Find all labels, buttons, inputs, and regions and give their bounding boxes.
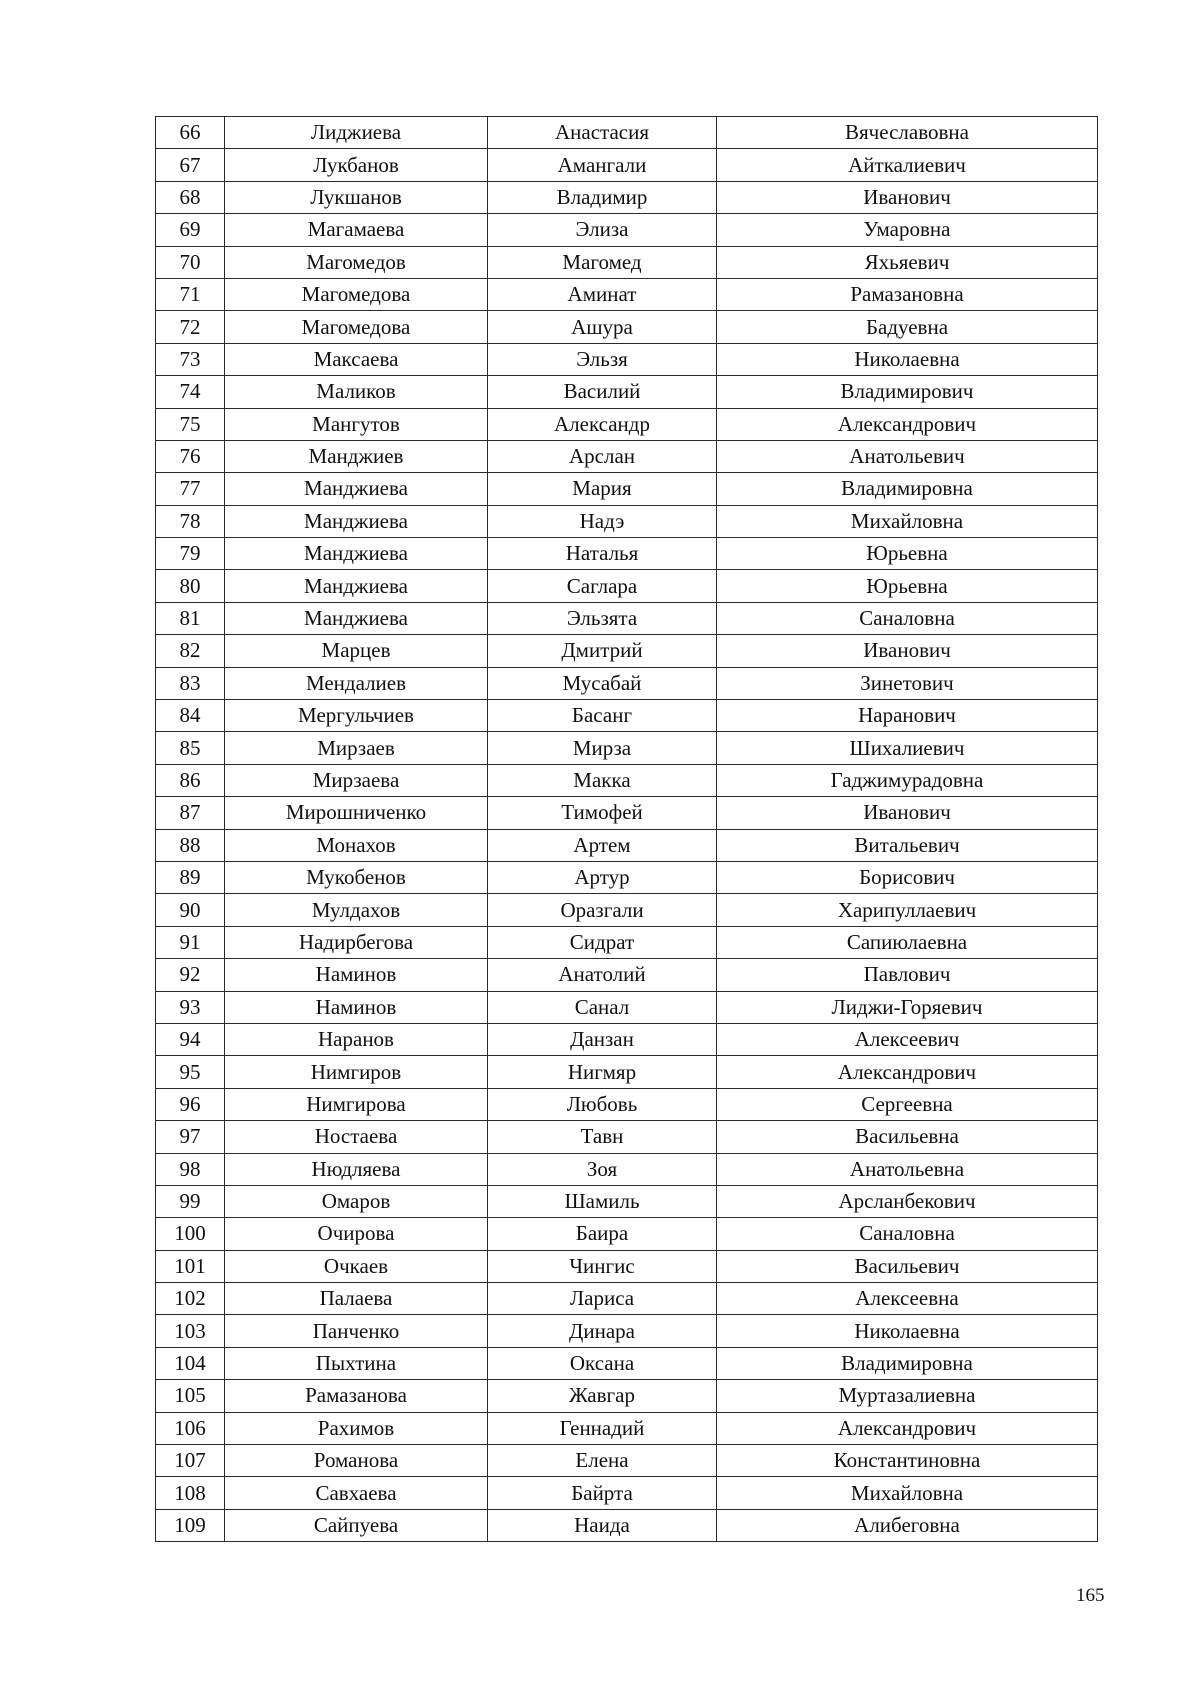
last-name-cell: Магомедова: [225, 278, 488, 310]
last-name-cell: Мергульчиев: [225, 700, 488, 732]
patronymic-cell: Юрьевна: [717, 570, 1098, 602]
last-name-cell: Мирошниченко: [225, 797, 488, 829]
row-number-cell: 109: [156, 1509, 225, 1541]
table-row: [156, 1315, 1098, 1347]
table-row: [156, 181, 1098, 213]
first-name-cell: Мария: [488, 473, 717, 505]
row-number-cell: 85: [156, 732, 225, 764]
patronymic-cell: Саналовна: [717, 1218, 1098, 1250]
last-name-cell: Манджиева: [225, 538, 488, 570]
first-name-cell: Макка: [488, 764, 717, 796]
table-row: [156, 667, 1098, 699]
last-name-cell: Мирзаев: [225, 732, 488, 764]
table-row: [156, 117, 1098, 149]
table-row: [156, 149, 1098, 181]
first-name-cell: Артем: [488, 829, 717, 861]
last-name-cell: Магамаева: [225, 214, 488, 246]
patronymic-cell: Александрович: [717, 1056, 1098, 1088]
patronymic-cell: Рамазановна: [717, 278, 1098, 310]
first-name-cell: Геннадий: [488, 1412, 717, 1444]
last-name-cell: Лукшанов: [225, 181, 488, 213]
table-row: [156, 343, 1098, 375]
patronymic-cell: Борисович: [717, 861, 1098, 893]
patronymic-cell: Харипуллаевич: [717, 894, 1098, 926]
first-name-cell: Анатолий: [488, 959, 717, 991]
last-name-cell: Манджиева: [225, 570, 488, 602]
table-row: [156, 408, 1098, 440]
table-row: [156, 1283, 1098, 1315]
patronymic-cell: Юрьевна: [717, 538, 1098, 570]
patronymic-cell: Константиновна: [717, 1445, 1098, 1477]
row-number-cell: 101: [156, 1250, 225, 1282]
last-name-cell: Манджиева: [225, 505, 488, 537]
first-name-cell: Баира: [488, 1218, 717, 1250]
patronymic-cell: Михайловна: [717, 505, 1098, 537]
patronymic-cell: Николаевна: [717, 343, 1098, 375]
patronymic-cell: Наранович: [717, 700, 1098, 732]
row-number-cell: 69: [156, 214, 225, 246]
first-name-cell: Дмитрий: [488, 635, 717, 667]
roster-table-body: [156, 117, 1098, 1542]
patronymic-cell: Васильевна: [717, 1121, 1098, 1153]
patronymic-cell: Умаровна: [717, 214, 1098, 246]
last-name-cell: Палаева: [225, 1283, 488, 1315]
row-number-cell: 67: [156, 149, 225, 181]
first-name-cell: Магомед: [488, 246, 717, 278]
first-name-cell: Тимофей: [488, 797, 717, 829]
last-name-cell: Надирбегова: [225, 926, 488, 958]
first-name-cell: Надэ: [488, 505, 717, 537]
table-row: [156, 1023, 1098, 1055]
last-name-cell: Марцев: [225, 635, 488, 667]
first-name-cell: Саглара: [488, 570, 717, 602]
row-number-cell: 98: [156, 1153, 225, 1185]
row-number-cell: 71: [156, 278, 225, 310]
last-name-cell: Максаева: [225, 343, 488, 375]
row-number-cell: 81: [156, 602, 225, 634]
table-row: [156, 1347, 1098, 1379]
first-name-cell: Арслан: [488, 440, 717, 472]
first-name-cell: Санал: [488, 991, 717, 1023]
row-number-cell: 94: [156, 1023, 225, 1055]
row-number-cell: 73: [156, 343, 225, 375]
table-row: [156, 1185, 1098, 1217]
patronymic-cell: Анатольевич: [717, 440, 1098, 472]
patronymic-cell: Владимирович: [717, 376, 1098, 408]
row-number-cell: 103: [156, 1315, 225, 1347]
first-name-cell: Наталья: [488, 538, 717, 570]
table-row: [156, 1153, 1098, 1185]
row-number-cell: 95: [156, 1056, 225, 1088]
patronymic-cell: Владимировна: [717, 1347, 1098, 1379]
row-number-cell: 70: [156, 246, 225, 278]
row-number-cell: 102: [156, 1283, 225, 1315]
table-row: [156, 376, 1098, 408]
row-number-cell: 79: [156, 538, 225, 570]
table-row: [156, 732, 1098, 764]
first-name-cell: Чингис: [488, 1250, 717, 1282]
first-name-cell: Любовь: [488, 1088, 717, 1120]
row-number-cell: 100: [156, 1218, 225, 1250]
row-number-cell: 82: [156, 635, 225, 667]
page-number: 165: [1076, 1585, 1105, 1606]
row-number-cell: 108: [156, 1477, 225, 1509]
first-name-cell: Анастасия: [488, 117, 717, 149]
table-row: [156, 214, 1098, 246]
patronymic-cell: Павлович: [717, 959, 1098, 991]
last-name-cell: Нимгирова: [225, 1088, 488, 1120]
last-name-cell: Очкаев: [225, 1250, 488, 1282]
patronymic-cell: Васильевич: [717, 1250, 1098, 1282]
patronymic-cell: Николаевна: [717, 1315, 1098, 1347]
patronymic-cell: Лиджи-Горяевич: [717, 991, 1098, 1023]
patronymic-cell: Александрович: [717, 408, 1098, 440]
first-name-cell: Зоя: [488, 1153, 717, 1185]
table-row: [156, 635, 1098, 667]
table-row: [156, 1218, 1098, 1250]
last-name-cell: Сайпуева: [225, 1509, 488, 1541]
first-name-cell: Эльзята: [488, 602, 717, 634]
first-name-cell: Сидрат: [488, 926, 717, 958]
last-name-cell: Монахов: [225, 829, 488, 861]
first-name-cell: Басанг: [488, 700, 717, 732]
patronymic-cell: Иванович: [717, 181, 1098, 213]
row-number-cell: 93: [156, 991, 225, 1023]
table-row: [156, 1445, 1098, 1477]
table-row: [156, 311, 1098, 343]
table-row: [156, 1121, 1098, 1153]
table-row: [156, 861, 1098, 893]
row-number-cell: 84: [156, 700, 225, 732]
patronymic-cell: Михайловна: [717, 1477, 1098, 1509]
first-name-cell: Лариса: [488, 1283, 717, 1315]
first-name-cell: Байрта: [488, 1477, 717, 1509]
table-row: [156, 829, 1098, 861]
patronymic-cell: Зинетович: [717, 667, 1098, 699]
last-name-cell: Манджиев: [225, 440, 488, 472]
first-name-cell: Эльзя: [488, 343, 717, 375]
last-name-cell: Мукобенов: [225, 861, 488, 893]
last-name-cell: Мендалиев: [225, 667, 488, 699]
table-row: [156, 894, 1098, 926]
table-row: [156, 538, 1098, 570]
row-number-cell: 96: [156, 1088, 225, 1120]
row-number-cell: 66: [156, 117, 225, 149]
table-row: [156, 1250, 1098, 1282]
table-row: [156, 1477, 1098, 1509]
patronymic-cell: Муртазалиевна: [717, 1380, 1098, 1412]
first-name-cell: Динара: [488, 1315, 717, 1347]
table-row: [156, 602, 1098, 634]
last-name-cell: Магомедова: [225, 311, 488, 343]
first-name-cell: Нигмяр: [488, 1056, 717, 1088]
patronymic-cell: Иванович: [717, 635, 1098, 667]
last-name-cell: Очирова: [225, 1218, 488, 1250]
last-name-cell: Наминов: [225, 991, 488, 1023]
table-row: [156, 1380, 1098, 1412]
patronymic-cell: Вячеславовна: [717, 117, 1098, 149]
row-number-cell: 86: [156, 764, 225, 796]
row-number-cell: 106: [156, 1412, 225, 1444]
table-row: [156, 1088, 1098, 1120]
patronymic-cell: Гаджимурадовна: [717, 764, 1098, 796]
first-name-cell: Артур: [488, 861, 717, 893]
table-row: [156, 991, 1098, 1023]
patronymic-cell: Бадуевна: [717, 311, 1098, 343]
last-name-cell: Наминов: [225, 959, 488, 991]
first-name-cell: Амангали: [488, 149, 717, 181]
patronymic-cell: Саналовна: [717, 602, 1098, 634]
patronymic-cell: Яхьяевич: [717, 246, 1098, 278]
last-name-cell: Пыхтина: [225, 1347, 488, 1379]
patronymic-cell: Шихалиевич: [717, 732, 1098, 764]
last-name-cell: Нюдляева: [225, 1153, 488, 1185]
row-number-cell: 76: [156, 440, 225, 472]
first-name-cell: Мусабай: [488, 667, 717, 699]
row-number-cell: 78: [156, 505, 225, 537]
first-name-cell: Елена: [488, 1445, 717, 1477]
first-name-cell: Александр: [488, 408, 717, 440]
row-number-cell: 68: [156, 181, 225, 213]
table-row: [156, 926, 1098, 958]
table-row: [156, 246, 1098, 278]
first-name-cell: Оксана: [488, 1347, 717, 1379]
table-row: [156, 473, 1098, 505]
first-name-cell: Тавн: [488, 1121, 717, 1153]
first-name-cell: Шамиль: [488, 1185, 717, 1217]
row-number-cell: 74: [156, 376, 225, 408]
row-number-cell: 92: [156, 959, 225, 991]
table-row: [156, 505, 1098, 537]
first-name-cell: Ашура: [488, 311, 717, 343]
row-number-cell: 105: [156, 1380, 225, 1412]
last-name-cell: Савхаева: [225, 1477, 488, 1509]
last-name-cell: Лиджиева: [225, 117, 488, 149]
table-row: [156, 278, 1098, 310]
first-name-cell: Наида: [488, 1509, 717, 1541]
row-number-cell: 88: [156, 829, 225, 861]
patronymic-cell: Алибеговна: [717, 1509, 1098, 1541]
patronymic-cell: Алексеевич: [717, 1023, 1098, 1055]
row-number-cell: 75: [156, 408, 225, 440]
patronymic-cell: Александрович: [717, 1412, 1098, 1444]
table-row: [156, 570, 1098, 602]
last-name-cell: Мангутов: [225, 408, 488, 440]
last-name-cell: Магомедов: [225, 246, 488, 278]
roster-table-wrapper: [155, 116, 1097, 1542]
first-name-cell: Аминат: [488, 278, 717, 310]
row-number-cell: 80: [156, 570, 225, 602]
last-name-cell: Манджиева: [225, 473, 488, 505]
last-name-cell: Омаров: [225, 1185, 488, 1217]
first-name-cell: Элиза: [488, 214, 717, 246]
patronymic-cell: Витальевич: [717, 829, 1098, 861]
table-row: [156, 764, 1098, 796]
row-number-cell: 99: [156, 1185, 225, 1217]
first-name-cell: Василий: [488, 376, 717, 408]
last-name-cell: Мулдахов: [225, 894, 488, 926]
table-row: [156, 1412, 1098, 1444]
table-row: [156, 1056, 1098, 1088]
last-name-cell: Нимгиров: [225, 1056, 488, 1088]
row-number-cell: 89: [156, 861, 225, 893]
last-name-cell: Ностаева: [225, 1121, 488, 1153]
patronymic-cell: Айткалиевич: [717, 149, 1098, 181]
patronymic-cell: Алексеевна: [717, 1283, 1098, 1315]
table-row: [156, 440, 1098, 472]
row-number-cell: 90: [156, 894, 225, 926]
table-row: [156, 700, 1098, 732]
patronymic-cell: Анатольевна: [717, 1153, 1098, 1185]
last-name-cell: Мирзаева: [225, 764, 488, 796]
first-name-cell: Оразгали: [488, 894, 717, 926]
row-number-cell: 97: [156, 1121, 225, 1153]
row-number-cell: 77: [156, 473, 225, 505]
first-name-cell: Владимир: [488, 181, 717, 213]
last-name-cell: Лукбанов: [225, 149, 488, 181]
first-name-cell: Жавгар: [488, 1380, 717, 1412]
table-row: [156, 797, 1098, 829]
patronymic-cell: Сапиюлаевна: [717, 926, 1098, 958]
patronymic-cell: Владимировна: [717, 473, 1098, 505]
row-number-cell: 107: [156, 1445, 225, 1477]
first-name-cell: Мирза: [488, 732, 717, 764]
last-name-cell: Рамазанова: [225, 1380, 488, 1412]
row-number-cell: 87: [156, 797, 225, 829]
first-name-cell: Данзан: [488, 1023, 717, 1055]
row-number-cell: 72: [156, 311, 225, 343]
row-number-cell: 104: [156, 1347, 225, 1379]
last-name-cell: Наранов: [225, 1023, 488, 1055]
patronymic-cell: Арсланбекович: [717, 1185, 1098, 1217]
row-number-cell: 83: [156, 667, 225, 699]
patronymic-cell: Сергеевна: [717, 1088, 1098, 1120]
patronymic-cell: Иванович: [717, 797, 1098, 829]
table-row: [156, 959, 1098, 991]
row-number-cell: 91: [156, 926, 225, 958]
last-name-cell: Манджиева: [225, 602, 488, 634]
table-row: [156, 1509, 1098, 1541]
last-name-cell: Панченко: [225, 1315, 488, 1347]
last-name-cell: Романова: [225, 1445, 488, 1477]
last-name-cell: Маликов: [225, 376, 488, 408]
last-name-cell: Рахимов: [225, 1412, 488, 1444]
roster-table: [155, 116, 1098, 1542]
